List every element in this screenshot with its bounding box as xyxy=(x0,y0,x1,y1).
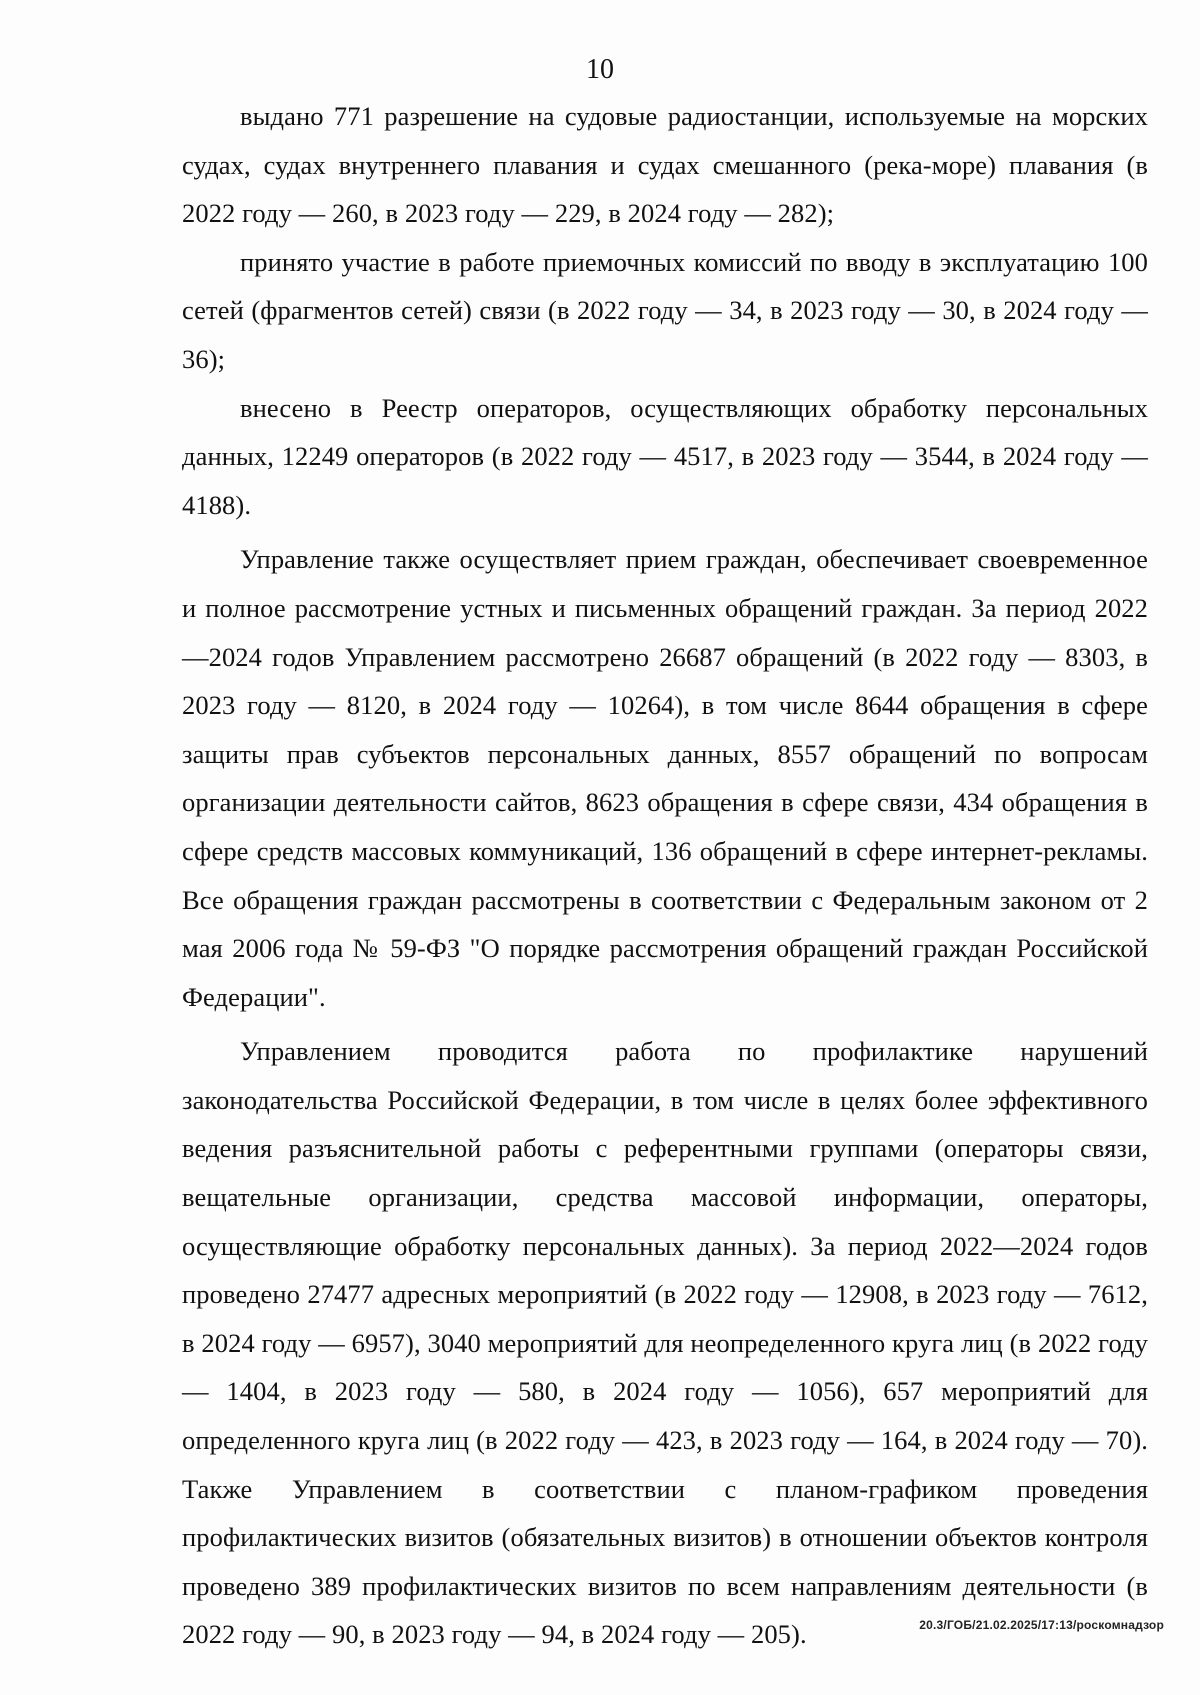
paragraph-operators-registry: внесено в Реестр операторов, осуществляющих обработку персональных данных, 12249 операторов (в 2022 году — 4517, в 2023 году — 3544, в 2024 году — 4188). xyxy=(182,392,1148,520)
paragraph-acceptance-commissions: принято участие в работе приемочных комиссий по вводу в эксплуатацию 100 сетей (фрагментов сетей) связи (в 2022 году — 34, в 2023 году — 30, в 2024 году — 36); xyxy=(182,246,1148,374)
registration-stamp: 20.3/ГОБ/21.02.2025/17:13/роскомнадзор xyxy=(919,1618,1164,1632)
paragraph-citizen-appeals: Управление также осуществляет прием граждан, обеспечивает своевременное и полное рассмотрение устных и письменных обращений граждан. За период 2022—2024 годов Управлением рассмотрено 26687 обращений (в 2022 году — 8303, в 2023 году — 8120, в 2024 году — 10264), в том числе 8644 обращения в сфере защиты прав субъектов персональных данных, 8557 обращений по вопросам организации деятельности сайтов, 8623 обращения в сфере связи, 434 обращения в сфере средств массовых коммуникаций, 136 обращений в сфере интернет-рекламы. Все обращения граждан рассмотрены в соответствии с Федеральным законом от 2 мая 2006 года № 59-ФЗ "О порядке рассмотрения обращений граждан Российской Федерации". xyxy=(182,544,1148,1012)
page-number: 10 xyxy=(586,54,614,85)
paragraph-ship-radio-permits: выдано 771 разрешение на судовые радиостанции, используемые на морских судах, судах внутреннего плавания и судах смешанного (река-море) плавания (в 2022 году — 260, в 2023 году — 229, в 2024 году — 282); xyxy=(182,101,1148,229)
paragraph-prevention-work: Управлением проводится работа по профилактике нарушений законодательства Российской Федерации, в том числе в целях более эффективного ведения разъяснительной работы с референтными группами (операторы связи, вещательные организации, средства массовой информации, операторы, осуществляющие обработку персональных данных). За период 2022—2024 годов проведено 27477 адресных мероприятий (в 2022 году — 12908, в 2023 году — 7612, в 2024 году — 6957), 3040 мероприятий для неопределенного круга лиц (в 2022 году — 1404, в 2023 году — 580, в 2024 году — 1056), 657 мероприятий для определенного круга лиц (в 2022 году — 423, в 2023 году — 164, в 2024 году — 70). Также Управлением в соответствии с планом-графиком проведения профилактических визитов (обязательных визитов) в отношении объектов контроля проведено 389 профилактических визитов по всем направлениям деятельности (в 2022 году — 90, в 2023 году — 94, в 2024 году — 205). xyxy=(182,1036,1148,1650)
document-body xyxy=(182,92,1148,1659)
